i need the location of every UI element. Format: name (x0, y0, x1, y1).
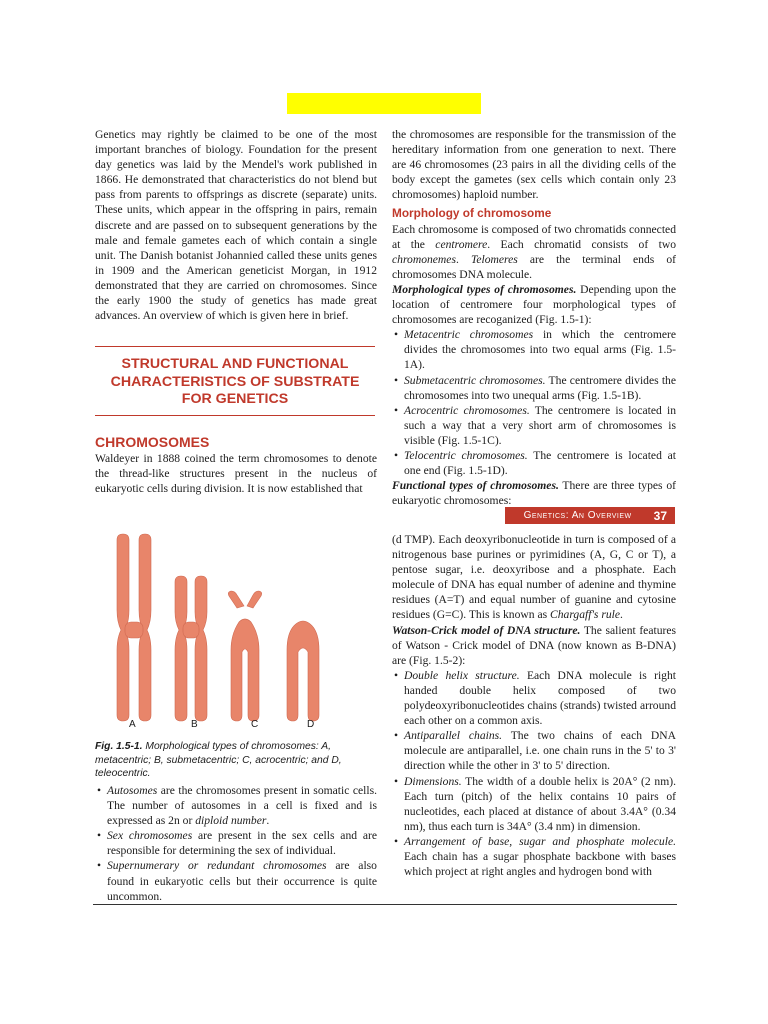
section-rule-bottom (95, 415, 375, 416)
list-item: • Telocentric chromosomes. The centromere is located at one end (Fig. 1.5-1D). (392, 448, 676, 478)
morphology-heading: Morphology of chromosome (392, 206, 552, 221)
list-item: • Acrocentric chromosomes. The centromere is located in such a way that a very short arm of chromosomes is visible (Fig. 1.5-1C). (392, 403, 676, 448)
chromosome-figure (95, 530, 377, 735)
chromosomes-section (95, 433, 377, 496)
figure-label-b: B (191, 719, 198, 730)
chromosome-c (228, 591, 261, 721)
list-item: • Supernumerary or redundant chromosomes are also found in eukaryotic cells but their occurrence is quite uncommon. (95, 858, 377, 903)
right-upper-column (392, 127, 676, 508)
chromosome-a (117, 534, 151, 721)
figure-caption: Fig. 1.5-1. Morphological types of chromosomes: A, metacentric; B, submetacentric; C, acrocentric; and D, teleocentric. (95, 741, 342, 779)
list-item: • Metacentric chromosomes in which the centromere divides the chromosomes into two equal arms (Fig. 1.5-1A). (392, 327, 676, 372)
morphology-paragraph: Each chromosome is composed of two chromatids connected at the centromere. Each chromatid consists of two chromonemes. Telomeres are the terminal ends of chromosomes DNA molecule. (392, 222, 676, 281)
list-item: • Arrangement of base, sugar and phosphate molecule. Each chain has a sugar phosphate backbone with bases which project at right angles and hydrogen bond with (392, 834, 676, 879)
list-item: • Double helix structure. Each DNA molecule is right handed double helix composed of two polydeoxyribonucleotides chains (strands) twisted arround each other on a common axis. (392, 668, 676, 728)
func-types-paragraph: Functional types of chromosomes. There are three types of eukaryotic chromosomes: (392, 479, 676, 508)
nucleotide-paragraph: (d TMP). Each deoxyribonucleotide in turn is composed of a nitrogenous base purines or pyrimidines (A, G, C or T), a pentose sugar, i.e. deoxyribose and a phosphate. Each molecule of DNA has equal number of adenine and thymine residues (A=T) and equal number of guanine and cytosine residues (G=C). This is known as Chargaff's rule. (392, 533, 676, 622)
section-title-line-1: STRUCTURAL AND FUNCTIONAL (121, 356, 349, 372)
figure-label-d: D (307, 719, 315, 730)
chromosome-b (175, 576, 207, 721)
watson-crick-paragraph: Watson-Crick model of DNA structure. The salient features of Watson - Crick model of DNA (now known as B-DNA) are (Fig. 1.5-2): (392, 623, 677, 667)
section-title-line-3: FOR GENETICS (181, 391, 289, 407)
section-title (95, 356, 375, 409)
left-intro-column (95, 127, 377, 323)
figure-labels (95, 719, 377, 733)
chromosome-d (287, 621, 319, 721)
chromosomes-paragraph: Waldeyer in 1888 coined the term chromosomes to denote the thread-like structures present in the nucleus of eukaryotic cells during division. It is now established that (95, 452, 377, 496)
page-bottom-rule (93, 904, 677, 905)
lower-left-list (95, 783, 377, 904)
intro-paragraph: Genetics may rightly be claimed to be one of the most important branches of biology. Foundation for the present day genetics was laid by the Mendel's work published in 1866. He demonstrated that characteristics do not blend but pass from parents to offsprings as discrete (separate) units. These units, which appear in the offspring in pairs, remain discrete and are passed on to subsequent generations by the male and female gametes each of which contain a single unit. The Danish botanist Johannied called these units genes in 1909 and the American geneticist Morgan, in 1912 demonstrated that they are carried on chromosomes. Since the early 1900 the study of genetics has made great advances. An overview of which is given here in brief. (95, 128, 377, 323)
page-number: 37 (653, 508, 667, 523)
list-item: • Sex chromosomes are present in the sex cells and are responsible for determining the sex of individual. (95, 828, 377, 858)
running-header-title: Genetics: An Overview (523, 510, 632, 521)
section-rule-top (95, 346, 375, 347)
highlight-bar (287, 93, 481, 114)
list-item: • Submetacentric chromosomes. The centromere divides the chromosomes into two unequal arms (Fig. 1.5-1B). (392, 373, 676, 403)
list-item: • Autosomes are the chromosomes present in somatic cells. The number of autosomes in a cell is fixed and is expressed as 2n or diploid number. (95, 783, 377, 828)
dna-features-list (392, 668, 676, 879)
figure-label-a: A (129, 719, 136, 730)
section-title-line-2: CHARACTERISTICS OF SUBSTRATE (110, 373, 360, 390)
list-item: • Antiparallel chains. The two chains of each DNA molecule are antiparallel, i.e. one chain runs in the 5' to 3' direction while the other in 3' to 5' direction. (392, 728, 676, 773)
running-header-banner (505, 507, 675, 524)
chromosomes-heading: CHROMOSOMES (95, 434, 210, 450)
continuation-paragraph: the chromosomes are responsible for the transmission of the hereditary information from one generation to next. There are 46 chromosomes (23 pairs in all the dividing cells of the body except the gametes (sex cells which contain only 23 chromosomes) haploid number. (392, 128, 676, 202)
list-item: • Dimensions. The width of a double helix is 20A° (2 nm). Each turn (pitch) of the helix contains 10 pairs of nucleotides, each placed at distance of about 3.4A° (0.34 nm), thus each turn is 34A° (3.4 nm) in dimension. (392, 774, 676, 834)
morph-types-paragraph: Morphological types of chromosomes. Depending upon the location of centromere four morphological types of chromosomes are recoganized (Fig. 1.5-1): (392, 282, 676, 327)
morph-types-list (392, 327, 676, 478)
figure-label-c: C (251, 719, 259, 730)
right-lower-column (392, 532, 676, 879)
